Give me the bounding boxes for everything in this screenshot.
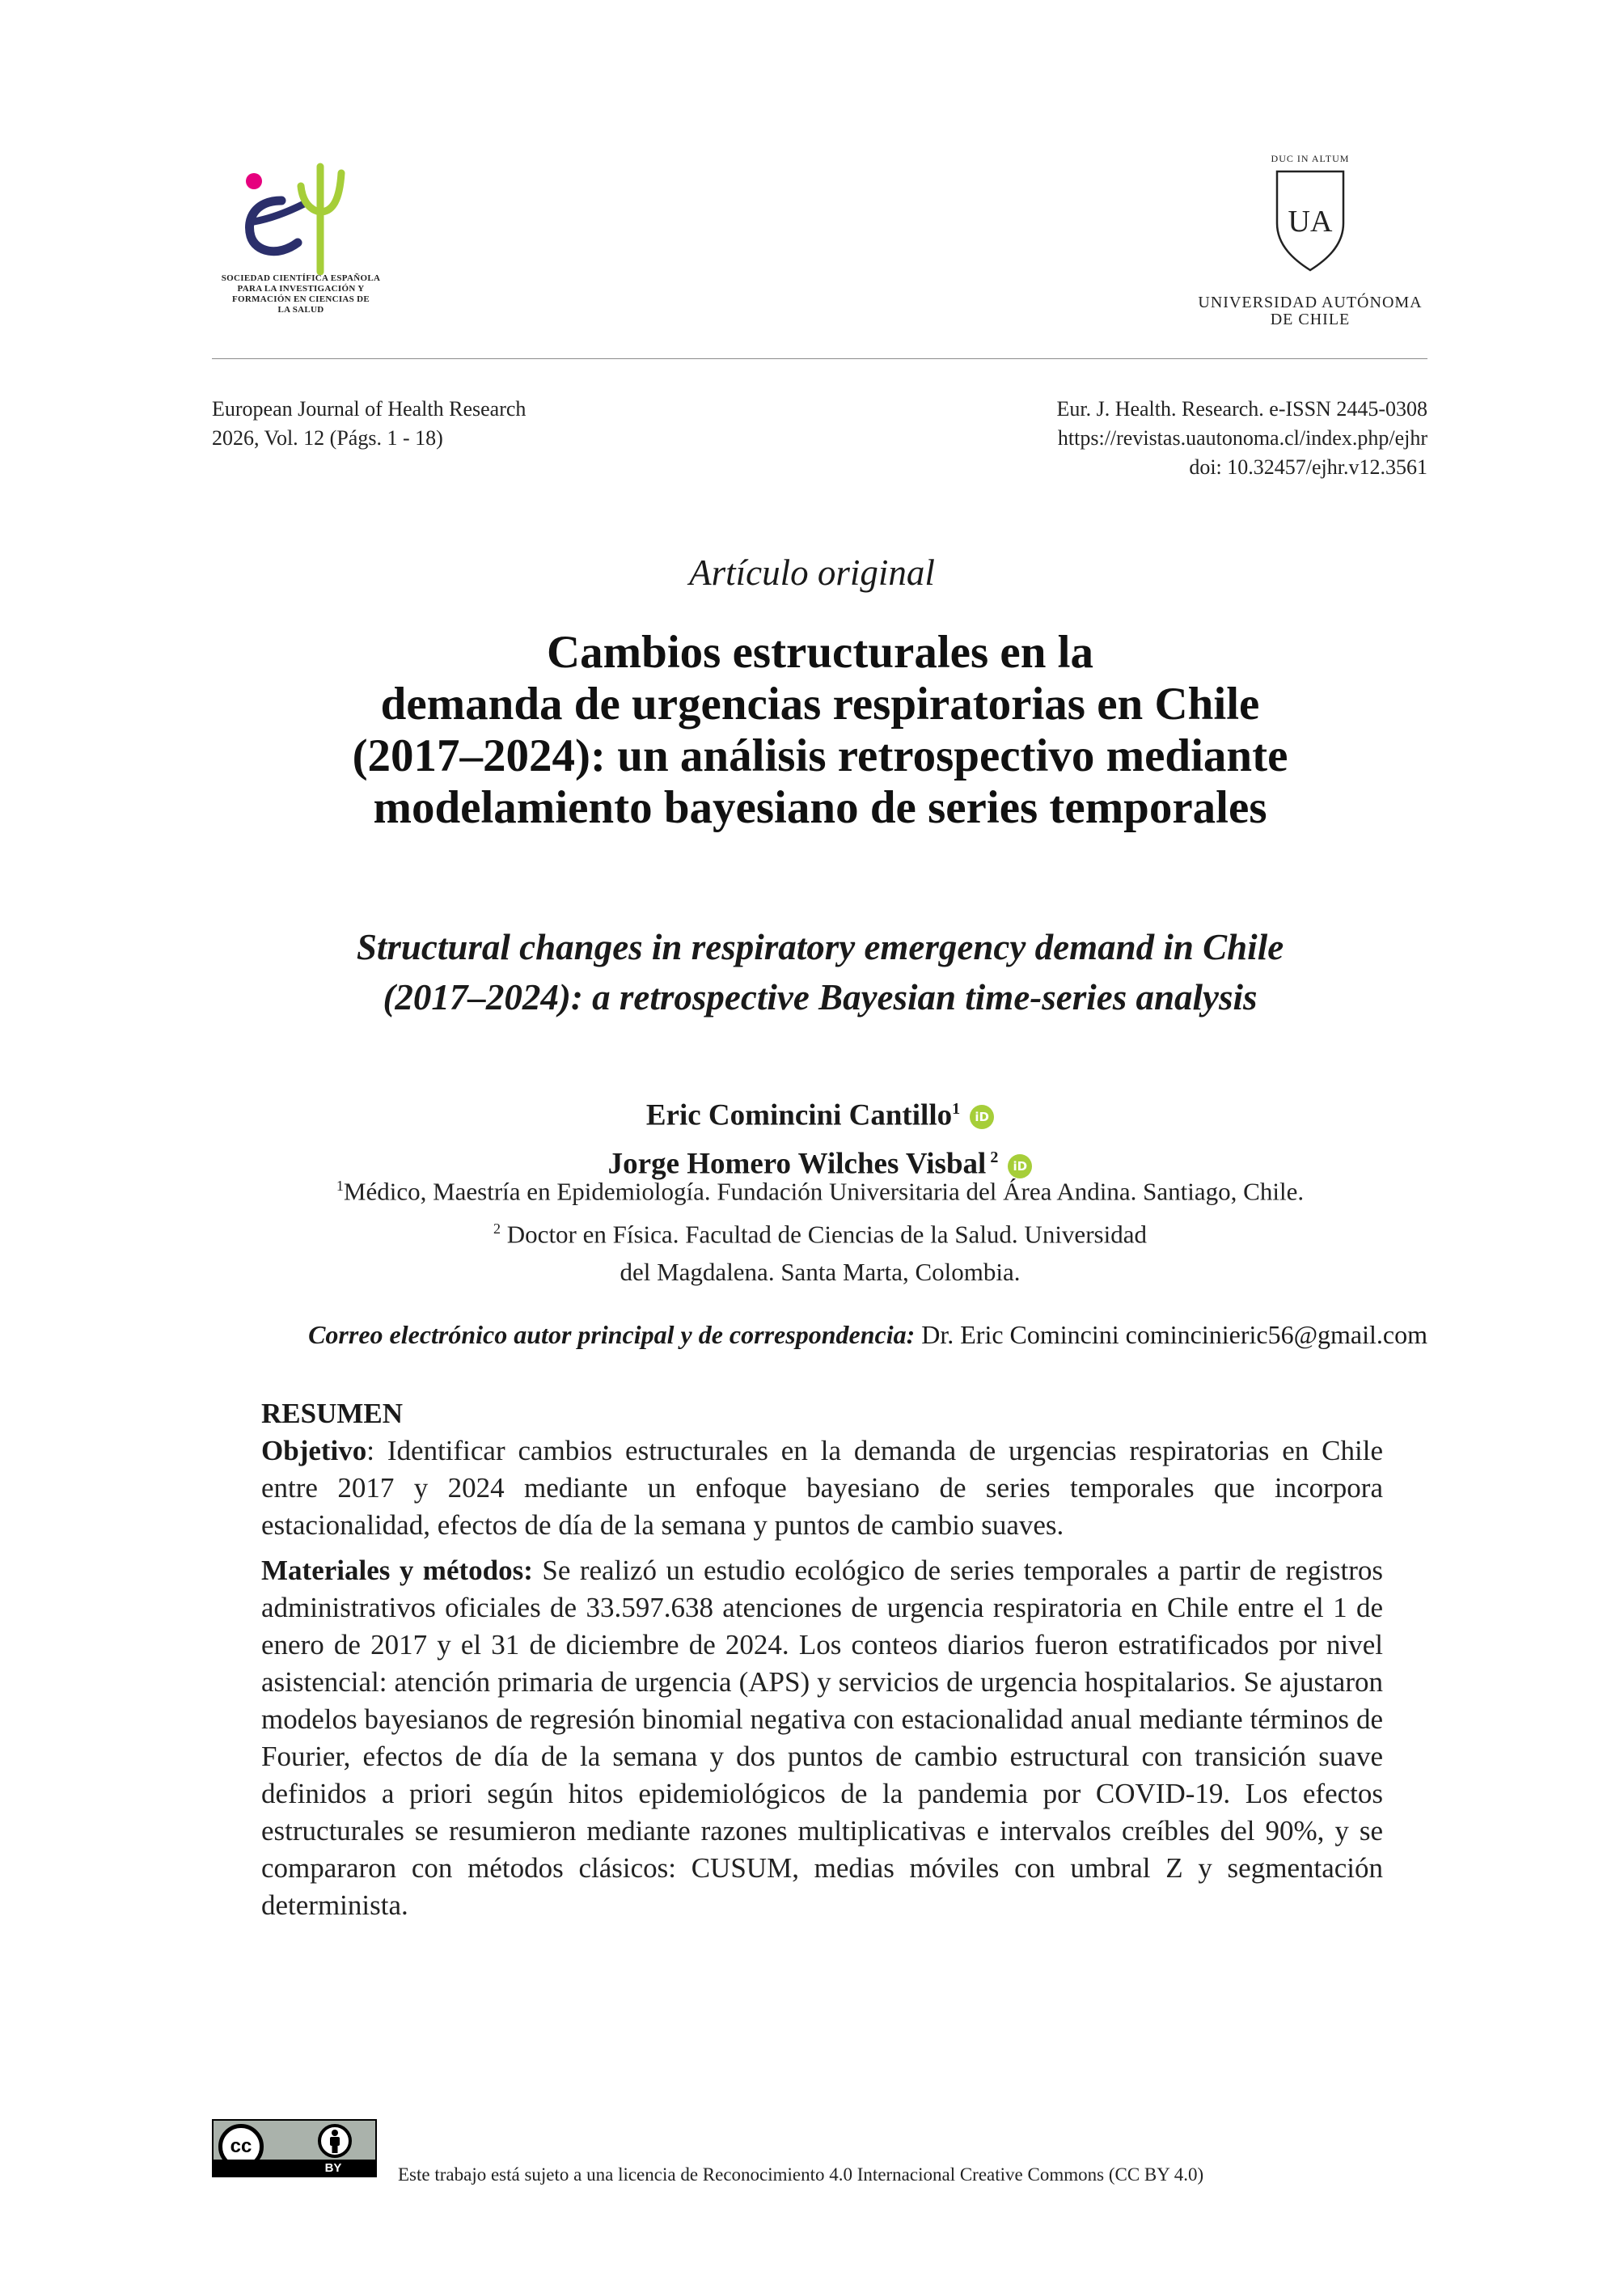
cc-by-badge[interactable] — [212, 2119, 377, 2177]
attribution-person-icon — [317, 2123, 353, 2159]
article-type: Artículo original — [689, 552, 935, 593]
society-logo-ey-mark — [239, 162, 361, 275]
title-spanish: Cambios estructurales en la demanda de urgencias respiratorias en Chile (2017–2024): un análisis retrospectivo mediante modelamiento bayesiano de series temporales — [352, 627, 1288, 833]
university-name-line1: UNIVERSIDAD AUTÓNOMA — [1198, 294, 1423, 311]
society-logo — [212, 162, 390, 332]
ua-motto: DUC IN ALTUM — [1271, 153, 1350, 164]
author-name: Jorge Homero Wilches Visbal — [607, 1147, 987, 1181]
correspondence — [308, 1317, 1427, 1352]
affiliation: del Magdalena. Santa Marta, Colombia. — [620, 1257, 1021, 1286]
journal-url[interactable]: https://revistas.uautonoma.cl/index.php/ejhr — [1057, 426, 1427, 450]
journal-meta-left — [212, 395, 526, 453]
title-english: Structural changes in respiratory emergency demand in Chile (2017–2024): a retrospective Bayesian time-series analysis — [356, 927, 1284, 1017]
orcid-icon[interactable]: iD — [1008, 1154, 1032, 1178]
abstract — [261, 1395, 1383, 1924]
correspondence-label: Correo electrónico autor principal y de correspondencia: — [308, 1320, 916, 1349]
doi[interactable]: doi: 10.32457/ejhr.v12.3561 — [1189, 455, 1427, 479]
author-name: Eric Comincini Cantillo — [645, 1098, 953, 1132]
author-affiliation-mark: 2 — [986, 1149, 999, 1167]
issn: Eur. J. Health. Research. e-ISSN 2445-0308 — [1056, 397, 1427, 421]
ua-shield-letters: UA — [1288, 205, 1333, 239]
header-divider — [212, 358, 1427, 359]
society-name: SOCIEDAD CIENTÍFICA ESPAÑOLA PARA LA INVESTIGACIÓN Y FORMACIÓN EN CIENCIAS DE LA SALUD — [221, 273, 381, 315]
ua-shield-icon — [1266, 150, 1355, 280]
university-logo — [1189, 150, 1432, 336]
journal-name: European Journal of Health Research — [212, 397, 527, 421]
correspondence-email[interactable]: Dr. Eric Comincini comincinieric56@gmail.com — [915, 1320, 1427, 1349]
cc-icon: cc — [218, 2124, 264, 2169]
affiliation: $^1$Médico, Maestría en Epidemiología. Fundación Universitaria del Área Andina. Santiago, Chile. — [336, 1177, 1305, 1206]
university-name-line2: DE CHILE — [1270, 311, 1351, 328]
journal-meta-right — [1056, 395, 1427, 482]
affiliations — [202, 1167, 1438, 1291]
abstract-objective: Objetivo: Identificar cambios estructurales en la demanda de urgencias respiratorias en Chile entre 2017 y 2024 mediante un enfoque bayesiano de series temporales que incorpora estacionalidad, efectos de día de la semana y puntos de cambio suaves. — [261, 1435, 1383, 1541]
volume-info: 2026, Vol. 12 (Págs. 1 - 18) — [212, 426, 443, 450]
author-affiliation-mark: 1 — [952, 1100, 961, 1118]
by-label: BY — [324, 2161, 342, 2175]
abstract-methods: Materiales y métodos: Se realizó un estudio ecológico de series temporales a partir de registros administrativos oficiales de 33.597.638 atenciones de urgencia respiratoria en Chile entre el 1 de enero de 2017 y el 31 de diciembre de 2024. Los conteos diarios fueron estratificados por nivel asistencial: atención primaria de urgencia (APS) y servicios de urgencia hospitalarios. Se ajustaron modelos bayesianos de regresión binomial negativa con estacionalidad anual mediante términos de Fourier, efectos de día de la semana y dos puntos de cambio estructural con transición suave definidos a priori según hitos epidemiológicos de la pandemia por COVID-19. Los efectos estructurales se resumieron mediante razones multiplicativas e intervalos creíbles del 90%, y se compararon con métodos clásicos: CUSUM, medias móviles con umbral Z y segmentación determinista. — [261, 1555, 1383, 1921]
author — [202, 1088, 1438, 1136]
orcid-icon[interactable]: iD — [970, 1105, 994, 1129]
affiliation: $^2$ Doctor en Física. Facultad de Ciencias de la Salud. Universidad — [493, 1220, 1147, 1249]
abstract-heading: RESUMEN — [261, 1398, 404, 1429]
license-text: Este trabajo está sujeto a una licencia de Reconocimiento 4.0 Internacional Creative Commons (CC BY 4.0) — [398, 2164, 1204, 2185]
